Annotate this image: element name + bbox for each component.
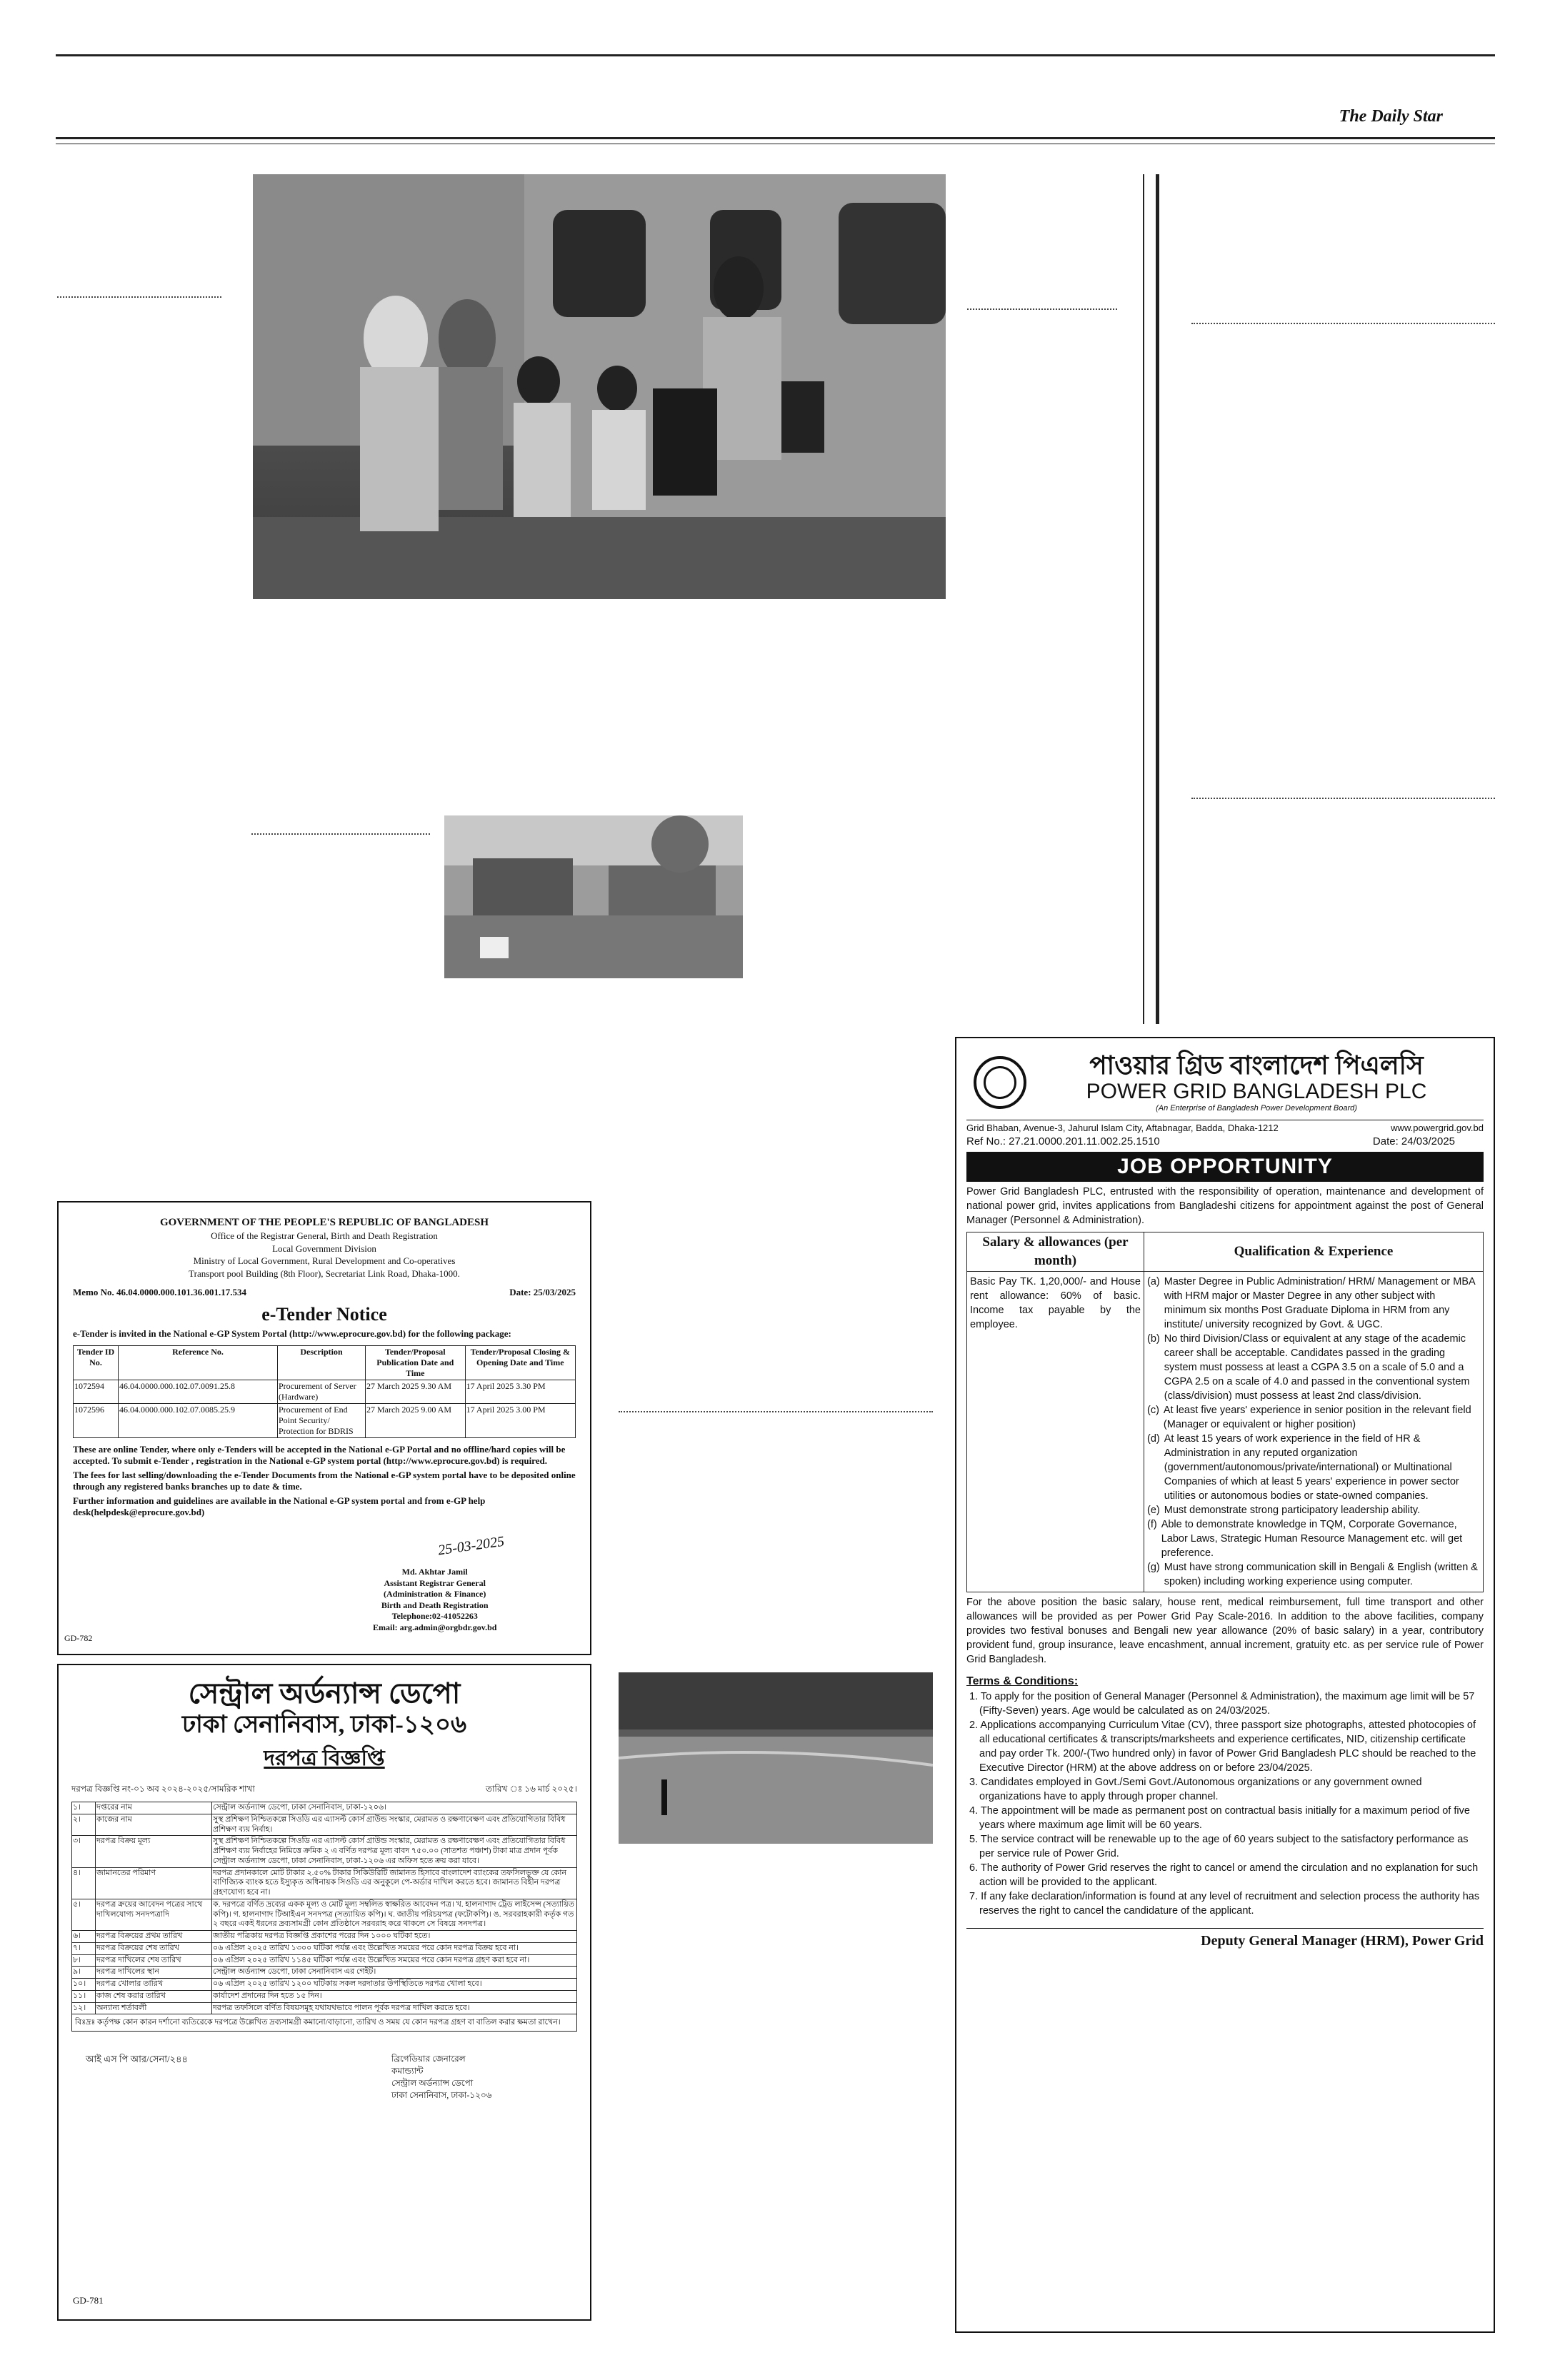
table-cell: 1072596 — [74, 1404, 119, 1438]
table-cell: ৫। — [72, 1899, 96, 1930]
table-cell: ৩। — [72, 1836, 96, 1867]
column-separator — [57, 296, 221, 298]
job-opportunity-banner: JOB OPPORTUNITY — [966, 1152, 1484, 1181]
table-header: Tender/Proposal Closing & Opening Date and Time — [465, 1346, 575, 1380]
table-cell: ৮। — [72, 1954, 96, 1967]
etender-para: These are online Tender, where only e-Tenders will be accepted in the National e-GP Portal and no offline/hard copies will be accepted. To submit e-Tender , registration in the National e-GP system portal (http://www.eprocure.gov.bd) is required. — [73, 1444, 566, 1467]
table-cell: দরপত্র দাখিলের স্থান — [96, 1967, 212, 1979]
etender-signer-email: Email: arg.admin@orgbdr.gov.bd — [373, 1622, 497, 1632]
table-cell: দপ্তরের নাম — [96, 1802, 212, 1814]
table-header: Reference No. — [119, 1346, 278, 1380]
qual-text: Able to demonstrate knowledge in TQM, Corporate Governance, Labor Laws, Strategic Human Resource Management etc. will get preference. — [1161, 1519, 1463, 1560]
powergrid-logo — [974, 1056, 1026, 1109]
etender-signer-title: Birth and Death Registration — [381, 1600, 489, 1610]
table-cell: ১০। — [72, 1979, 96, 1991]
depot-location: ঢাকা সেনানিবাস, ঢাকা-১২০৬ — [181, 1712, 467, 1738]
job-qualification-table — [966, 1232, 1484, 1592]
terms-item: 7. If any fake declaration/information is found at any level of recruitment and selection process the authority has reserves the right to cancel the candidature of the applicant. — [969, 1891, 1480, 1917]
table-cell: দরপত্র খোলার তারিখ — [96, 1979, 212, 1991]
table-cell: জাতীয় পত্রিকায় দরপত্র বিজ্ঞপ্তি প্রকাশের পরের দিন ১০০০ ঘটিকা হতে। — [212, 1931, 577, 1943]
depot-note: বিঃদ্রঃ কর্তৃপক্ষ কোন কারন দর্শানো ব্যতিরেকে দরপত্রে উল্লেখিত দ্রব্যসামগ্রী কমানো/বাড়ানো, তারিখ ও সময় যে কোন দরপত্র গ্রহণ বা বাতিল করার ক্ষমতা রাখেন। — [71, 2014, 577, 2032]
table-cell: সুস্থ প্রশিক্ষণ নিশ্চিতকল্পে সিওডি এর এ্যাসল্ট কোর্স গ্রাউন্ড সংস্কার, মেরামত ও রক্ষণাবেক্ষণ এবং প্রতিযোগিতার বিবিধ প্রশিক্ষণ ব্যয় নির্বাহ। — [212, 1814, 577, 1836]
qual-marker: (a) — [1147, 1276, 1160, 1288]
qual-text: Must demonstrate strong participatory leadership ability. — [1164, 1505, 1421, 1517]
etender-signer: Md. Akhtar Jamil — [401, 1567, 468, 1577]
table-cell: ১১। — [72, 1990, 96, 2002]
table-header: Tender ID No. — [74, 1346, 119, 1380]
table-cell: সেন্ট্রাল অর্ডন্যান্স ডেপো, ঢাকা সেনানিবাস এর গেইট। — [212, 1967, 577, 1979]
table-cell: অন্যান্য শর্তাবলী — [96, 2002, 212, 2014]
table-row — [72, 1942, 577, 1954]
table-header-row — [74, 1346, 576, 1380]
table-cell: ৪। — [72, 1867, 96, 1899]
etender-para: The fees for last selling/downloading the e-Tender Documents from the National e-GP system portal have to be deposited online through any registered banks branches up to date & time. — [73, 1470, 576, 1492]
table-cell: দরপত্র তফসিলে বর্ণিত বিষয়সমূহ যথাযথভাবে পালন পূর্বক দরপত্র দাখিল করতে হবে। — [212, 2002, 577, 2014]
column-separator — [1191, 323, 1495, 324]
qualification-cell — [1144, 1272, 1484, 1592]
table-cell: 1072594 — [74, 1380, 119, 1404]
etender-code: GD-782 — [64, 1633, 93, 1643]
qual-text: At least 15 years of work experience in the field of HR & Administration in any reputed organization (government/autonomous/private/international) or Multinational Companies of which at least 5 years' experience in power sector utilities or autonomous bodies or state-owned companies. — [1164, 1433, 1459, 1502]
table-cell: দরপত্র ক্রয়ের আবেদন পত্রের সাথে দাখিলযোগ্য সনদপত্রাদি — [96, 1899, 212, 1930]
masthead-rule — [56, 137, 1495, 139]
powergrid-address: Grid Bhaban, Avenue-3, Jahurul Islam City, Aftabnagar, Badda, Dhaka-1212 — [966, 1122, 1279, 1133]
table-cell: Procurement of End Point Security/ Protection for BDRIS — [278, 1404, 366, 1438]
powergrid-logo-icon — [984, 1066, 1016, 1099]
table-header-row — [967, 1232, 1484, 1271]
etender-ad — [57, 1201, 591, 1655]
table-header: Qualification & Experience — [1144, 1232, 1484, 1271]
etender-title: e-Tender Notice — [261, 1304, 387, 1325]
table-row — [72, 2002, 577, 2014]
depot-code: GD-781 — [73, 2295, 104, 2306]
table-header: Tender/Proposal Publication Date and Time — [366, 1346, 466, 1380]
column-separator — [251, 833, 430, 835]
terms-item: 6. The authority of Power Grid reserves the right to cancel or amend the circulation and no explanation for such action will be provided to the applicant. — [969, 1862, 1479, 1889]
etender-date: Date: 25/03/2025 — [509, 1287, 576, 1298]
table-cell: ৭। — [72, 1942, 96, 1954]
qual-marker: (b) — [1147, 1333, 1160, 1345]
etender-signer-phone: Telephone:02-41052263 — [391, 1611, 478, 1622]
table-row — [74, 1404, 576, 1438]
table-cell: দরপত্র প্রদানকালে মোট টাকার ২.৫০% টাকার সিকিউরিটি জামানত হিসাবে বাংলাদেশ ব্যাংকের তফসিলভুক্ত যে কোন বাণিজ্যিক ব্যাংক হতে ইস্যুকৃত অধিনায়ক সিওডি এর অনুকূলে পে-অর্ডার দাখিল করতে হবে। জামানত বিহীন দরপত্র গ্রহণযোগ্য হবে না। — [212, 1867, 577, 1899]
table-cell: দরপত্র দাখিলের শেষ তারিখ — [96, 1954, 212, 1967]
powergrid-en-name: POWER GRID BANGLADESH PLC — [1086, 1079, 1427, 1103]
qual-text: Must have strong communication skill in Bengali & English (written & spoken) including working experience using computer. — [1164, 1562, 1478, 1588]
powergrid-job-ad — [955, 1037, 1495, 2333]
table-cell: ০৬ এপ্রিল ২০২৫ তারিখ ১২০০ ঘটিকায় সকল দরদাতার উপস্থিতিতে দরপত্র খোলা হবে। — [212, 1979, 577, 1991]
table-row — [967, 1272, 1484, 1592]
depot-subtitle: দরপত্র বিজ্ঞপ্তি — [264, 1747, 385, 1771]
qual-marker: (f) — [1147, 1519, 1157, 1531]
building-photo-illustration — [444, 815, 743, 978]
etender-address: Transport pool Building (8th Floor), Secretariat Link Road, Dhaka-1000. — [189, 1267, 460, 1279]
train-photo-illustration — [253, 174, 946, 599]
table-cell: 46.04.0000.000.102.07.0085.25.9 — [119, 1404, 278, 1438]
depot-isp: আই এস পি আর/সেনা/২৪৪ — [86, 2054, 188, 2065]
depot-signer-office: সেন্ট্রাল অর্ডন্যান্স ডেপো — [391, 2078, 474, 2089]
table-cell: ৬। — [72, 1931, 96, 1943]
terms-title: Terms & Conditions: — [966, 1675, 1079, 1688]
etender-table — [73, 1345, 576, 1438]
qual-marker: (d) — [1147, 1433, 1160, 1445]
column-separator — [1191, 798, 1495, 799]
table-cell: জামানতের পরিমাণ — [96, 1867, 212, 1899]
column-separator — [619, 1411, 933, 1412]
etender-signature: 25-03-2025 — [436, 1533, 506, 1559]
qual-text: No third Division/Class or equivalent at any stage of the academic career shall be acceptable. Candidates passed in the grading system must possess at least a CGPA 3.5 on a scale of 5.0 and a CGPA 2.5 on a scale of 4.0 and passed in the conventional system (class/division) must possess at least 2nd class/division. — [1164, 1333, 1470, 1402]
etender-signer-title: (Administration & Finance) — [384, 1589, 486, 1600]
qual-text: Master Degree in Public Administration/ HRM/ Management or MBA with HRM major or Master Degree in any other subject with minimum six months Post Graduate Diploma in HRM from any institute/ university recognized by Govt. & UGC. — [1164, 1276, 1475, 1331]
etender-office: Office of the Registrar General, Birth and Death Registration — [211, 1230, 438, 1242]
depot-ad — [57, 1664, 591, 2321]
depot-title: সেন্ট্রাল অর্ডন্যান্স ডেপো — [188, 1677, 461, 1709]
table-cell: ১। — [72, 1802, 96, 1814]
photo-building — [444, 815, 743, 978]
terms-list — [966, 1689, 1484, 1918]
qual-marker: (g) — [1147, 1562, 1160, 1574]
column-rule-heavy — [1156, 174, 1159, 1024]
table-cell: ০৬ এপ্রিল ২০২৫ তারিখ ১৩০০ ঘটিকা পর্যন্ত এবং উল্লেখিত সময়ের পরে কোন দরপত্র বিক্রয় হবে না। — [212, 1942, 577, 1954]
table-header: Description — [278, 1346, 366, 1380]
depot-ref: দরপত্র বিজ্ঞপ্তি নং-০১ অব ২০২৪-২০২৫/সামরিক শাখা — [71, 1784, 255, 1794]
masthead-logo: The Daily Star — [1339, 107, 1443, 126]
table-row — [72, 1967, 577, 1979]
table-row — [72, 1814, 577, 1836]
etender-memo: Memo No. 46.04.0000.000.101.36.001.17.534 — [73, 1287, 247, 1298]
photo-water — [619, 1672, 933, 1844]
job-footer-signature: Deputy General Manager (HRM), Power Grid — [966, 1928, 1484, 1952]
table-cell: ক. দরপত্রে বর্ণিত দ্রব্যের একক মূল্য ও মোট মূল্য সম্বলিত স্বাক্ষরিত আবেদন পত্র। খ. হালনাগাদ ট্রেড লাইসেন্স (সত্যায়িত কপি)। গ. হালনাগাদ টিআইএন সনদপত্র (সত্যায়িত কপি)। ঘ. জাতীয় পরিচয়পত্র (ফটোকপি)। ঙ. সরবরাহকারী কর্তৃক গত ২ বছরে একই ধরনের দ্রব্যসামগ্রী কোন প্রতিষ্ঠানে সরবরাহ করে থাকলে সে বিষয়ে সনদপত্র। — [212, 1899, 577, 1930]
job-intro: Power Grid Bangladesh PLC, entrusted with the responsibility of operation, maintenance and development of national power grid, invites applications from Bangladeshi citizens for appointment against the post of General Manager (Personnel & Administration). — [966, 1185, 1484, 1226]
water-photo-illustration — [619, 1672, 933, 1844]
photo-train-station — [253, 174, 946, 599]
table-cell: ৯। — [72, 1967, 96, 1979]
terms-item: 3. Candidates employed in Govt./Semi Govt./Autonomous organizations or any government owned organizations have to apply through proper channel. — [969, 1777, 1422, 1803]
etender-heading: GOVERNMENT OF THE PEOPLE'S REPUBLIC OF BANGLADESH — [159, 1217, 489, 1228]
table-cell: 46.04.0000.000.102.07.0091.25.8 — [119, 1380, 278, 1404]
table-cell: 27 March 2025 9.30 AM — [366, 1380, 466, 1404]
etender-para: Further information and guidelines are available in the National e-GP system portal and from e-GP help desk(helpdesk@eprocure.gov.bd) — [73, 1495, 486, 1518]
table-cell: কার্যাদেশ প্রদানের দিন হতে ১৫ দিন। — [212, 1990, 577, 2002]
top-rule — [56, 54, 1495, 56]
powergrid-website: www.powergrid.gov.bd — [1391, 1122, 1484, 1133]
table-row — [74, 1380, 576, 1404]
powergrid-bn-name: পাওয়ার গ্রিড বাংলাদেশ পিএলসি — [1089, 1050, 1424, 1080]
table-row — [72, 1990, 577, 2002]
table-cell: সুস্থ প্রশিক্ষণ নিশ্চিতকল্পে সিওডি এর এ্যাসল্ট কোর্স গ্রাউন্ড সংস্কার, মেরামত ও রক্ষণাবেক্ষণ এবং প্রতিযোগিতার বিবিধ প্রশিক্ষণ ব্যয় নির্বাহের নিমিত্তে ক্রমিক ২ এ বর্ণিত দরপত্র মূল্য বাবদ ৭৫০.০০ (সাতশত পঞ্চাশ) টাকা মাত্র প্রদান পূর্বক সেন্ট্রাল অর্ডন্যান্স ডেপো, ঢাকা সেনানিবাস, ঢাকা-১২০৬ এর অফিস হতে ক্রয় করা যাবে। — [212, 1836, 577, 1867]
etender-division: Local Government Division — [272, 1242, 376, 1254]
powergrid-tagline: (An Enterprise of Bangladesh Power Development Board) — [1156, 1103, 1357, 1113]
qual-text: At least five years' experience in senior position in the relevant field (Manager or equivalent or higher position) — [1163, 1405, 1471, 1431]
depot-date: তারিখ ঃ ১৬ মার্চ ২০২৫। — [485, 1784, 577, 1794]
depot-signer: ব্রিগেডিয়ার জেনারেল — [391, 2054, 466, 2064]
powergrid-ref: Ref No.: 27.21.0000.201.11.002.25.1510 — [966, 1135, 1160, 1148]
table-cell: দরপত্র বিক্রয় মূল্য — [96, 1836, 212, 1867]
table-row — [72, 1867, 577, 1899]
depot-signer-address: ঢাকা সেনানিবাস, ঢাকা-১২০৬ — [391, 2089, 492, 2100]
table-cell: দরপত্র বিক্রয়ের শেষ তারিখ — [96, 1942, 212, 1954]
table-row — [72, 1836, 577, 1867]
depot-signer-title: কমান্ড্যান্ট — [391, 2066, 424, 2077]
powergrid-date: Date: 24/03/2025 — [1372, 1135, 1455, 1148]
table-cell: কাজের নাম — [96, 1814, 212, 1836]
qual-marker: (e) — [1147, 1505, 1160, 1517]
table-row — [72, 1931, 577, 1943]
table-cell: কাজ শেষ করার তারিখ — [96, 1990, 212, 2002]
table-cell: ২। — [72, 1814, 96, 1836]
table-cell: Procurement of Server (Hardware) — [278, 1380, 366, 1404]
table-row — [72, 1899, 577, 1930]
column-separator — [967, 308, 1117, 310]
etender-signer-title: Assistant Registrar General — [384, 1577, 486, 1588]
table-cell: 27 March 2025 9.00 AM — [366, 1404, 466, 1438]
depot-table — [71, 1802, 577, 2014]
table-row — [72, 1954, 577, 1967]
etender-ministry: Ministry of Local Government, Rural Development and Co-operatives — [193, 1255, 456, 1267]
table-row — [72, 1979, 577, 1991]
table-cell: ০৬ এপ্রিল ২০২৫ তারিখ ১১৪৫ ঘটিকা পর্যন্ত এবং উল্লেখিত সময়ের পরে কোন দরপত্র গ্রহণ করা হবে না। — [212, 1954, 577, 1967]
job-benefits-para: For the above position the basic salary, house rent, medical reimbursement, full time transport and other allowances will be provided as per Power Grid Pay Scale-2016. In addition to the above facilities, company provides two festival bonuses and Bengali new year allowance (20% of basic salary) in a year, contributory provident fund, group insurance, leave encashment, annual increment, gratuity etc. as per service rule of Power Grid Bangladesh. — [966, 1597, 1484, 1666]
table-cell: 17 April 2025 3.00 PM — [465, 1404, 575, 1438]
table-row — [72, 1802, 577, 1814]
table-header: Salary & allowances (per month) — [967, 1232, 1144, 1271]
etender-intro: e-Tender is invited in the National e-GP System Portal (http://www.eprocure.gov.bd) for the following package: — [73, 1328, 511, 1340]
table-cell: ১২। — [72, 2002, 96, 2014]
terms-item: 2. Applications accompanying Curriculum Vitae (CV), three passport size photographs, attested photocopies of all educational certificates & transcripts/marksheets and experience certificates, NID, citizenship certificate and pay order Tk. 200/-(Two hundred only) in favor of Power Grid Bangladesh PLC should be reached to the Executive Director (HRM) at the above address on or before 23/04/2025. — [969, 1719, 1476, 1774]
column-rule — [1143, 174, 1144, 1024]
table-cell: সেন্ট্রাল অর্ডন্যান্স ডেপো, ঢাকা সেনানিবাস, ঢাকা-১২০৬। — [212, 1802, 577, 1814]
salary-cell: Basic Pay TK. 1,20,000/- and House rent allowance: 60% of basic. Income tax payable by the employee. — [967, 1272, 1144, 1592]
terms-item: 1. To apply for the position of General Manager (Personnel & Administration), the maximum age limit will be 57 (Fifty-Seven) years. Age would be calculated as on 24/03/2025. — [969, 1691, 1475, 1717]
terms-item: 4. The appointment will be made as permanent post on contractual basis initially for a maximum period of five years where maximum age limit will be 60 years. — [969, 1805, 1470, 1832]
qual-marker: (c) — [1147, 1405, 1159, 1417]
table-cell: দরপত্র বিক্রয়ের প্রথম তারিখ — [96, 1931, 212, 1943]
terms-item: 5. The service contract will be renewable up to the age of 60 years subject to the satisfactory performance as per service rule of Power Grid. — [969, 1834, 1469, 1860]
table-cell: 17 April 2025 3.30 PM — [465, 1380, 575, 1404]
